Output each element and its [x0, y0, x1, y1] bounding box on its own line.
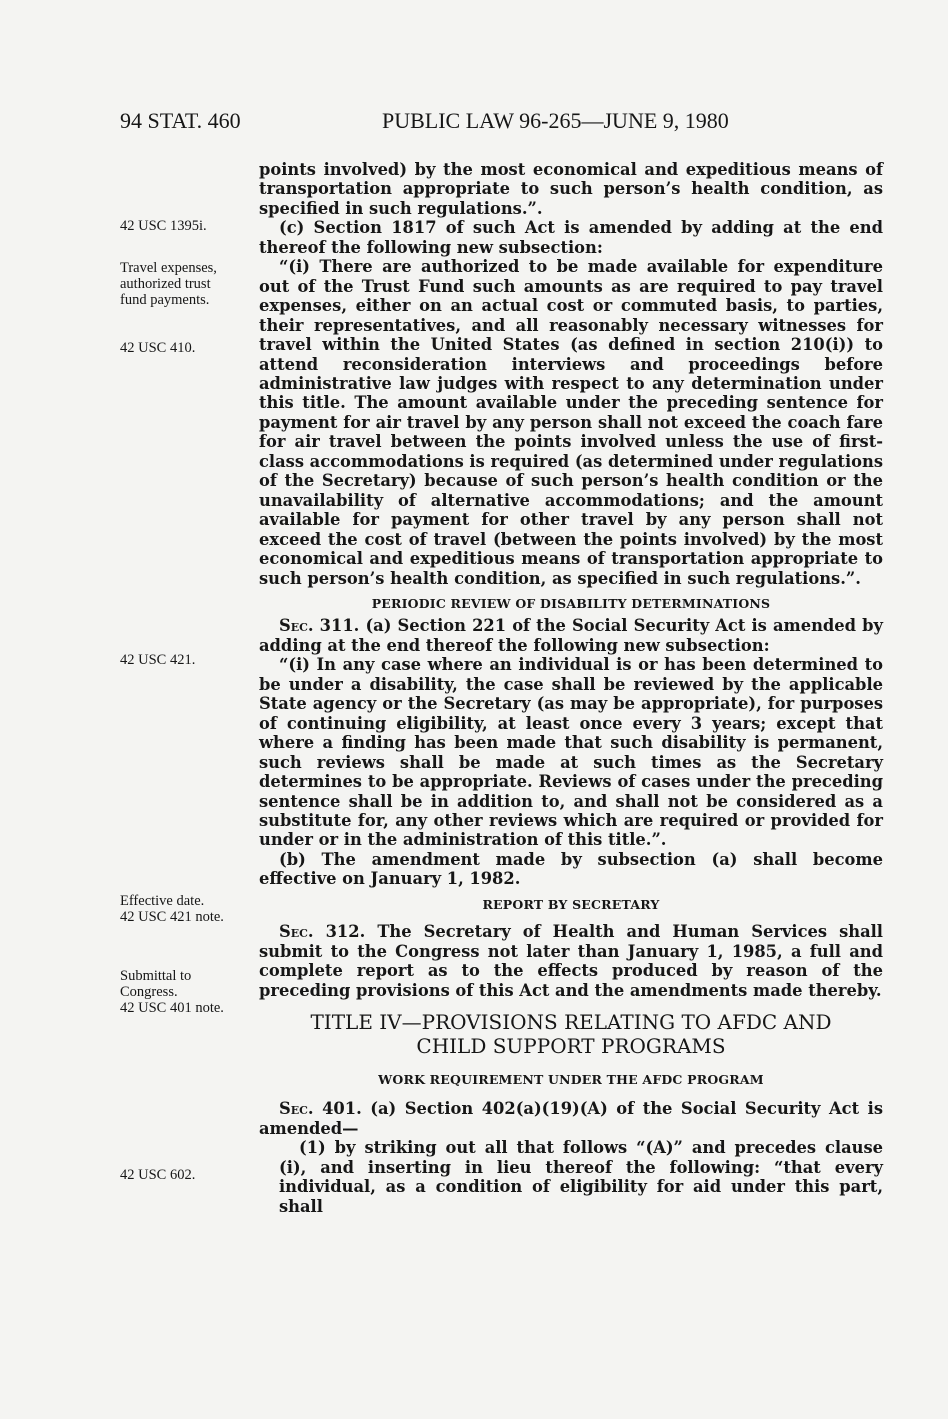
margin-note-effective-date: Effective date. 42 USC 421 note.	[120, 893, 224, 925]
margin-note-42-usc-421: 42 USC 421.	[120, 652, 196, 668]
section-label-311: Sec. 311.	[279, 616, 360, 636]
paragraph-continuation: points involved) by the most economical and expeditious means of transportation appropriate to such person’s health condition, as specified in such regulations.”.	[259, 160, 883, 218]
section-label-312: Sec. 312.	[279, 922, 366, 942]
paragraph-effective-date: (b) The amendment made by subsection (a) shall become effective on January 1, 1982.	[259, 849, 883, 889]
margin-note-42-usc-602: 42 USC 602.	[120, 1167, 196, 1183]
heading-periodic-review: PERIODIC REVIEW OF DISABILITY DETERMINATIONS	[371, 595, 771, 611]
public-law-header: PUBLIC LAW 96-265—JUNE 9, 1980	[382, 108, 729, 133]
title-iv-heading: TITLE IV—PROVISIONS RELATING TO AFDC AND CHILD SUPPORT PROGRAMS	[310, 1010, 832, 1059]
heading-work-requirement: WORK REQUIREMENT UNDER THE AFDC PROGRAM	[378, 1072, 764, 1088]
section-text-311: (a) Section 221 of the Social Security Act is amended by adding at the end thereof the following new subsection:	[259, 616, 884, 655]
section-label-401: Sec. 401.	[279, 1099, 362, 1119]
paragraph-subsection-i-travel: “(i) There are authorized to be made available for expenditure out of the Trust Fund such amounts as are required to pay travel expenses, either on an actual cost or commuted basis, to parties, their representatives, and all reasonably necessary witnesses for travel within the United States (as defined in section 210(i)) to attend reconsideration interviews and proceedings before administrative law judges with respect to any determination under this title. The amount available under the preceding sentence for payment for air travel by any person shall not exceed the coach fare for air travel between the points involved unless the use of first-class accommodations is required (as determined under regulations of the Secretary) because of such person’s health condition or the unavailability of alternative accommodations; and the amount available for payment for other travel by any person shall not exceed the cost of travel (between the points involved) by the most economical and expeditious means of transportation appropriate to such person’s health condition, as specified in such regulations.”.	[259, 257, 883, 588]
paragraph-sec-401	[259, 1099, 883, 1138]
statute-page-number: 94 STAT. 460	[120, 108, 241, 133]
section-text-312: The Secretary of Health and Human Services shall submit to the Congress not later than January 1, 1985, a full and complete report as to the effects produced by reason of the preceding provisions of this Act and the amendments made thereby.	[259, 922, 883, 1000]
section-text-401: (a) Section 402(a)(19)(A) of the Social Security Act is amended—	[259, 1099, 883, 1138]
margin-note-submittal: Submittal to Congress. 42 USC 401 note.	[120, 968, 224, 1016]
paragraph-clause-1: (1) by striking out all that follows “(A)” and precedes clause (i), and inserting in lieu thereof the following: “that every individual, as a condition of eligibility for aid under this part, shall	[279, 1138, 883, 1216]
paragraph-sec-311	[259, 616, 883, 655]
margin-note-42-usc-1395i: 42 USC 1395i.	[120, 218, 207, 234]
law-text-body	[259, 160, 883, 1216]
heading-report-by-secretary: REPORT BY SECRETARY	[482, 896, 660, 912]
margin-note-travel-expenses: Travel expenses, authorized trust fund payments.	[120, 260, 217, 308]
paragraph-subsection-i-review: “(i) In any case where an individual is or has been determined to be under a disability, the case shall be reviewed by the applicable State agency or the Secretary (as may be appropriate), for purposes of continuing eligibility, at least once every 3 years; except that where a finding has been made that such disability is permanent, such reviews shall be made at such times as the Secretary determines to be appropriate. Reviews of cases under the preceding sentence shall be in addition to, and shall not be considered as a substitute for, any other reviews which are required or provided for under or in the administration of this title.”.	[259, 655, 883, 850]
margin-note-42-usc-410: 42 USC 410.	[120, 340, 196, 356]
paragraph-sec-312	[259, 922, 883, 1000]
paragraph-section-c: (c) Section 1817 of such Act is amended by adding at the end thereof the following new subsection:	[259, 218, 883, 257]
